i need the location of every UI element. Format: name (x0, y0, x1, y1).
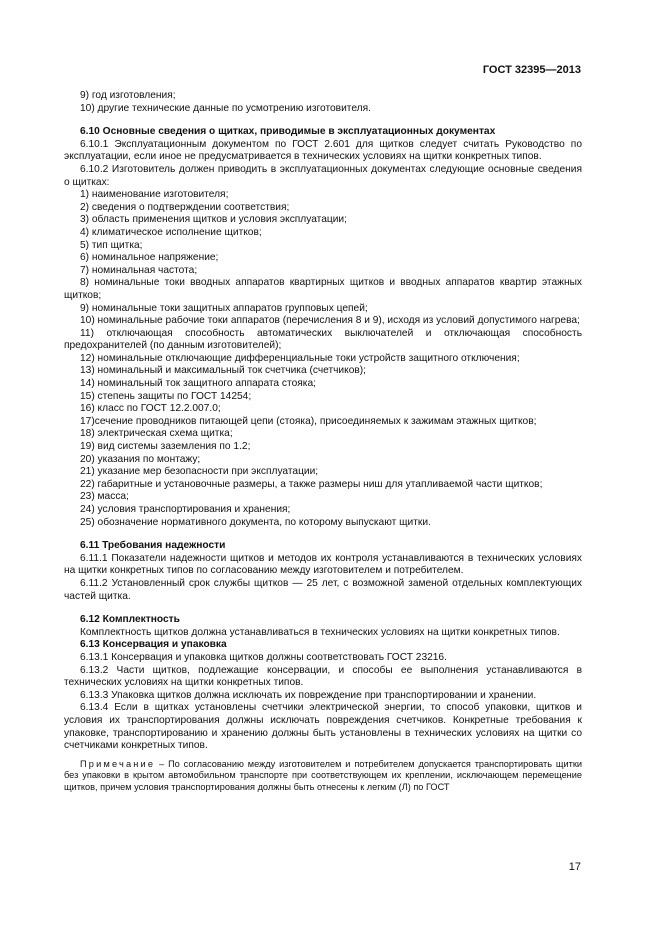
list-item: 4) климатическое исполнение щитков; (80, 226, 262, 238)
list-item: 1) наименование изготовителя; (80, 189, 229, 201)
list-item: 14) номинальный ток защитного аппарата стояка; (80, 378, 316, 390)
paragraph-6-12: Комплектность щитков должна устанавливаться в технических условиях на щитки конкретных типов. (80, 626, 560, 638)
list-item: 7) номинальная частота; (80, 264, 198, 276)
document-code: ГОСТ 32395—2013 (482, 64, 581, 76)
paragraph-6-11-1: 6.11.1 Показатели надежности щитков и методов их контроля устанавливаются в технических условиях на щитки конкретных типов по согласованию между изготовителем и потребителем. (64, 552, 582, 577)
section-heading-6-12: 6.12 Комплектность (80, 614, 180, 626)
note-label: Примечание (80, 758, 156, 769)
list-item: 12) номинальные отключающие дифференциальные токи устройств защитного отключения; (80, 352, 520, 364)
list-item: 8) номинальные токи вводных аппаратов квартирных щитков и вводных аппаратов квартир этажных щитков; (64, 277, 582, 301)
list-item: 15) степень защиты по ГОСТ 14254; (80, 390, 252, 402)
list-item: 23) масса; (80, 491, 129, 503)
page-body (64, 90, 582, 793)
page-number: 17 (568, 861, 581, 873)
list-item: 18) электрическая схема щитка; (80, 428, 233, 440)
list-item: 22) габаритные и установочные размеры, а также размеры ниш для утапливаемой части щитков; (80, 478, 543, 490)
section-heading-6-13: 6.13 Консервация и упаковка (80, 639, 227, 651)
list-item: 16) класс по ГОСТ 12.2.007.0; (80, 403, 221, 415)
note (64, 759, 582, 793)
list-item: 5) тип щитка; (80, 239, 143, 251)
list-item: 17)сечение проводников питающей цепи (стояка), присоединяемых к зажимам этажных щитков; (80, 415, 537, 427)
paragraph-6-11-2: 6.11.2 Установленный срок службы щитков — 25 лет, с возможной заменой отдельных комплектующих частей щитка. (64, 577, 582, 602)
paragraph-6-10-1: 6.10.1 Эксплуатационным документом по ГОСТ 2.601 для щитков следует считать Руководство по эксплуатации, если иное не предусматривается в технических условиях на щитки конкретных типов. (64, 138, 582, 163)
list-item: 9) год изготовления; (80, 90, 176, 101)
paragraph-6-13-2: 6.13.2 Части щитков, подлежащие консервации, и способы ее выполнения устанавливаются в технических условиях на щитки конкретных типов. (64, 664, 582, 689)
list-item: 2) сведения о подтверждении соответствия; (80, 201, 290, 213)
list-item: 9) номинальные токи защитных аппаратов групповых цепей; (80, 302, 368, 314)
list-item: 13) номинальный и максимальный ток счетчика (счетчиков); (80, 365, 366, 377)
paragraph-6-13-4: 6.13.4 Если в щитках установлены счетчики электрической энергии, то способ упаковки, щитков и условия их транспортирования должны исключать повреждения счетчиков. Конкретные требования к упаковке, транспортированию и хранению должны быть установлены в технических условиях на щитки со счетчиками конкретных типов. (64, 702, 582, 752)
sections-list (64, 189, 582, 529)
list-item: 3) область применения щитков и условия эксплуатации; (80, 214, 347, 226)
list-item: 11) отключающая способность автоматических выключателей и отключающая способность предохранителей (по данным изготовителей); (64, 327, 582, 352)
paragraph-6-10-2: 6.10.2 Изготовитель должен приводить в эксплуатационных документах следующие основные сведения о щитках: (64, 163, 582, 188)
section-heading-6-11: 6.11 Требования надежности (80, 540, 226, 552)
list-item: 19) вид системы заземления по 1.2; (80, 441, 251, 453)
note-text: – По согласованию между изготовителем и потребителем допускается транспортировать щитки без упаковки в крытом автомобильном транспорте при соответствующем их креплении, исключающем перемещение щитков, причем условия транспортирования должны быть отнесены к легким (Л) по ГОСТ (64, 758, 582, 792)
list-item: 20) указания по монтажу; (80, 453, 201, 465)
list-item: 25) обозначение нормативного документа, по которому выпускают щитки. (80, 516, 431, 528)
paragraph-6-13-1: 6.13.1 Консервация и упаковка щитков должны соответствовать ГОСТ 23216. (80, 651, 447, 663)
list-item: 6) номинальное напряжение; (80, 252, 219, 264)
paragraph-6-13-3: 6.13.3 Упаковка щитков должна исключать их повреждение при транспортировании и хранении. (80, 689, 537, 701)
list-item: 24) условия транспортирования и хранения; (80, 504, 291, 515)
section-heading-6-10: 6.10 Основные сведения о щитках, приводимые в эксплуатационных документах (80, 126, 496, 138)
list-item: 21) указание мер безопасности при эксплуатации; (80, 466, 319, 478)
list-item: 10) другие технические данные по усмотрению изготовителя. (80, 102, 371, 114)
list-item: 10) номинальные рабочие токи аппаратов (перечисления 8 и 9), исходя из условий допустимого нагрева; (80, 315, 580, 327)
